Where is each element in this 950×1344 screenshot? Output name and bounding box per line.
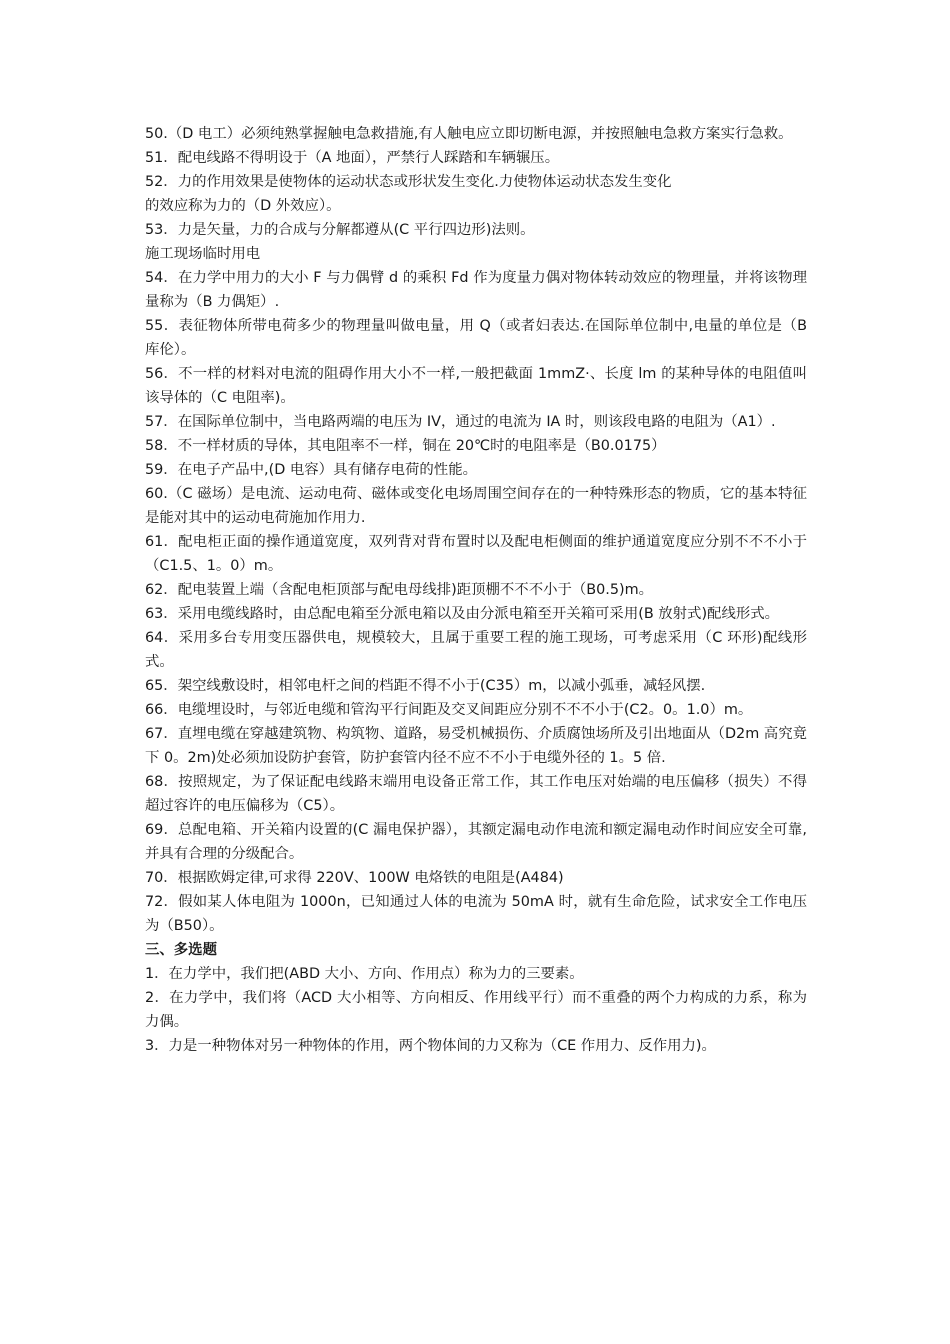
question-61: 61．配电柜正面的操作通道宽度，双列背对背布置时以及配电柜侧面的维护通道宽度应分别不不不小于（C1.5、1。0）m。 [145, 534, 807, 574]
multi-question-3: 3．力是一种物体对另一种物体的作用，两个物体间的力又称为（CE 作用力、反作用力)。 [145, 1038, 716, 1054]
question-54: 54．在力学中用力的大小 F 与力偶臂 d 的乘积 Fd 作为度量力偶对物体转动效应的物理量，并将该物理量称为（B 力偶矩）. [145, 270, 807, 310]
question-63: 63．采用电缆线路时，由总配电箱至分派电箱以及由分派电箱至开关箱可采用(B 放射式)配线形式。 [145, 606, 780, 622]
question-58: 58．不一样材质的导体，其电阻率不一样，铜在 20℃时的电阻率是（B0.0175） [145, 438, 666, 454]
question-50: 50.（D 电工）必须纯熟掌握触电急救措施,有人触电应立即切断电源，并按照触电急救方案实行急救。 [145, 126, 793, 142]
multi-question-1: 1．在力学中，我们把(ABD 大小、方向、作用点）称为力的三要素。 [145, 966, 584, 982]
question-57: 57．在国际单位制中，当电路两端的电压为 IV，通过的电流为 IA 时，则该段电路的电阻为（A1）. [145, 414, 776, 430]
question-53: 53．力是矢量，力的合成与分解都遵从(C 平行四边形)法则。 [145, 222, 535, 238]
question-65: 65．架空线敷设时，相邻电杆之间的档距不得不小于(C35）m，以减小弧垂，减轻风摆. [145, 678, 706, 694]
document-body [145, 122, 807, 1058]
question-52-line-2: 的效应称为力的（D 外效应）。 [145, 198, 341, 214]
multi-question-2: 2．在力学中，我们将（ACD 大小相等、方向相反、作用线平行）而不重叠的两个力构成的力系，称为力偶。 [145, 990, 807, 1030]
question-59: 59．在电子产品中,(D 电容）具有储存电荷的性能。 [145, 462, 477, 478]
question-70: 70．根据欧姆定律,可求得 220V、100W 电烙铁的电阻是(A484) [145, 870, 564, 886]
question-67: 67．直埋电缆在穿越建筑物、构筑物、道路，易受机械损伤、介质腐蚀场所及引出地面从（D2m 高究竟下 0。2m)处必须加设防护套管，防护套管内径不应不不小于电缆外径的 1。5 倍. [145, 726, 807, 766]
question-55: 55．表征物体所带电荷多少的物理量叫做电量，用 Q（或者妇表达.在国际单位制中,电量的单位是（B 库伦）。 [145, 318, 807, 358]
question-60: 60.（C 磁场）是电流、运动电荷、磁体或变化电场周围空间存在的一种特殊形态的物质，它的基本特征是能对其中的运动电荷施加作用力. [145, 486, 807, 526]
question-62: 62．配电装置上端（含配电柜顶部与配电母线排)距顶棚不不不小于（B0.5)m。 [145, 582, 654, 598]
question-51: 51．配电线路不得明设于（A 地面），严禁行人踩踏和车辆辗压。 [145, 150, 560, 166]
question-68: 68．按照规定，为了保证配电线路末端用电设备正常工作，其工作电压对始端的电压偏移（损失）不得超过容许的电压偏移为（C5）。 [145, 774, 807, 814]
section-heading-multiple-choice: 三、多选题 [145, 942, 217, 958]
question-64: 64．采用多台专用变压器供电，规模较大，且属于重要工程的施工现场，可考虑采用（C 环形)配线形式。 [145, 630, 807, 670]
question-69: 69．总配电箱、开关箱内设置的(C 漏电保护器），其额定漏电动作电流和额定漏电动作时间应安全可靠,并具有合理的分级配合。 [145, 822, 807, 862]
section-label-temporary-power: 施工现场临时用电 [145, 246, 261, 262]
question-56: 56．不一样的材料对电流的阻碍作用大小不一样,一般把截面 1mmZ·、长度 lm 的某种导体的电阻值叫该导体的（C 电阻率)。 [145, 366, 807, 406]
question-66: 66．电缆埋设时，与邻近电缆和管沟平行间距及交叉间距应分别不不不小于(C2。0。1.0）m。 [145, 702, 753, 718]
question-72: 72．假如某人体电阻为 1000n，已知通过人体的电流为 50mA 时，就有生命危险，试求安全工作电压为（B50）。 [145, 894, 807, 934]
question-52-line-1: 52．力的作用效果是使物体的运动状态或形状发生变化.力使物体运动状态发生变化 [145, 174, 672, 190]
